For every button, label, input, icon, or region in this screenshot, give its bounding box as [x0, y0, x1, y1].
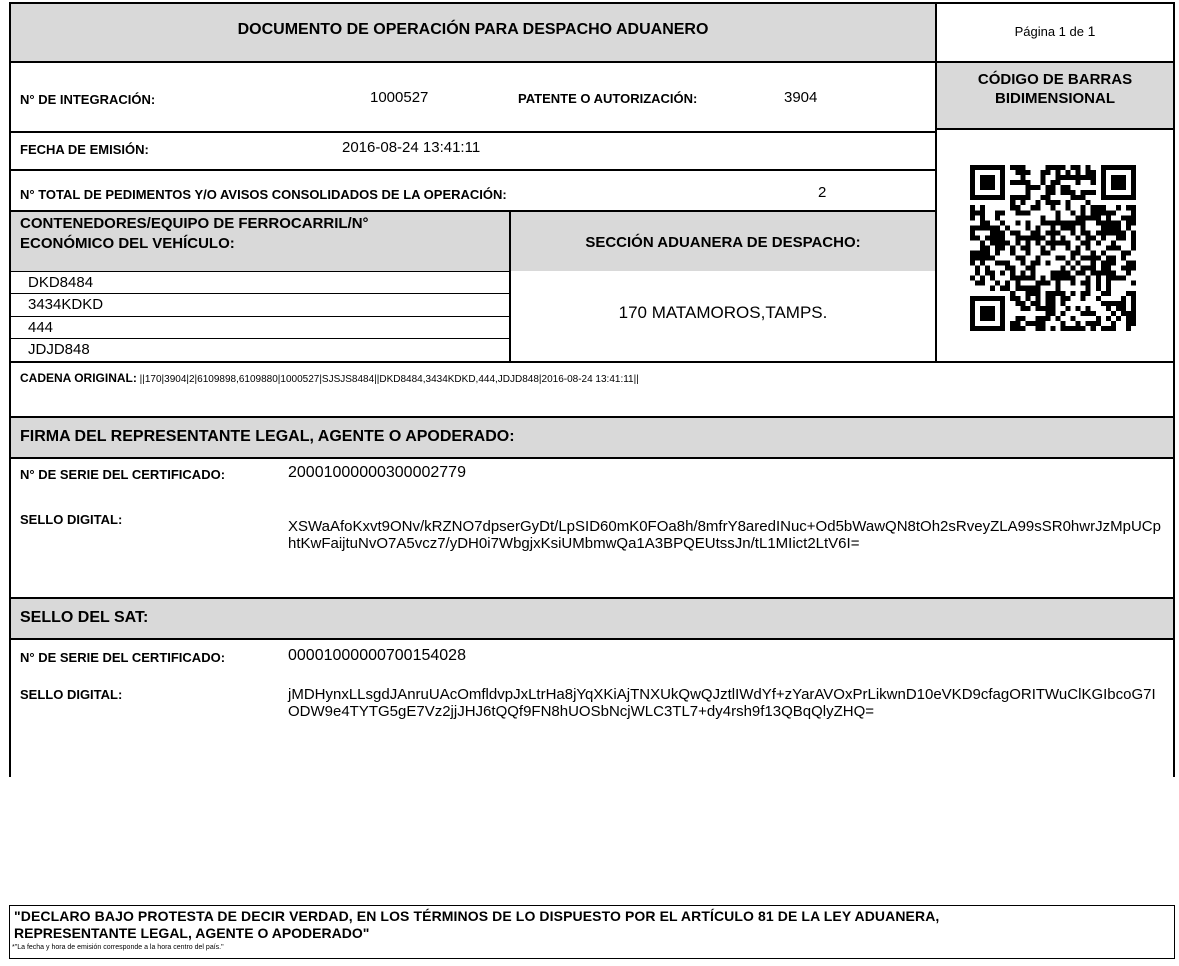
integration-label: N° DE INTEGRACIÓN: [20, 92, 156, 107]
cadena-original [20, 371, 639, 385]
sat-header-band [10, 598, 1174, 639]
divider-h1 [9, 61, 1175, 63]
cadena-value: ||170|3904|2|6109898,6109880|1000527|SJSJS8484||DKD8484,3434KDKD,444,JDJD848|2016-08-24 13:41:11|| [139, 374, 639, 385]
qr-code [970, 165, 1136, 331]
declaration-line2: REPRESENTANTE LEGAL, AGENTE O APODERADO" [14, 925, 370, 941]
page-label: Página 1 de [1014, 24, 1084, 39]
document-title: DOCUMENTO DE OPERACIÓN PARA DESPACHO ADUANERO [237, 21, 709, 38]
sat-sello-label: SELLO DIGITAL: [20, 687, 123, 702]
firma-sello-value: XSWaAfoKxvt9ONv/kRZNO7dpserGyDt/LpSID60mK0FOa8h/8mfrY8aredINuc+Od5bWawQN8tOh2sRveyZLA99sSR0hwrJzMpUCphtKwFaijtuNvO7A5vcz7/yDH0i7WbgjxKsiUMbmwQa1A3BPQEUtssJn/tL1MIict2LtV6I= [288, 518, 1161, 552]
container-item: 444 [28, 319, 54, 336]
divider-h4 [9, 210, 936, 212]
container-row-line-2 [9, 316, 510, 317]
patente-label: PATENTE O AUTORIZACIÓN: [518, 91, 698, 106]
page-total: 1 [1087, 23, 1096, 39]
divider-h9 [9, 597, 1175, 599]
declaration-line1: "DECLARO BAJO PROTESTA DE DECIR VERDAD, EN LOS TÉRMINOS DE LO DISPUESTO POR EL ARTÍCULO 81 DE LA LEY ADUANERA, [14, 908, 940, 924]
barcode-title-line2: BIDIMENSIONAL [995, 90, 1115, 107]
barcode-title-line1: CÓDIGO DE BARRAS [977, 71, 1133, 88]
container-item: DKD8484 [28, 274, 94, 291]
cadena-label: CADENA ORIGINAL: [20, 371, 137, 385]
fecha-label: FECHA DE EMISIÓN: [20, 142, 149, 157]
divider-h6 [9, 361, 1175, 363]
container-item: JDJD848 [28, 341, 90, 358]
container-row-line-3 [9, 338, 510, 339]
sat-serie-label: N° DE SERIE DEL CERTIFICADO: [20, 650, 226, 665]
divider-h2b [936, 128, 1175, 130]
sat-sello-value: jMDHynxLLsgdJAnruUAcOmfldvpJxLtrHa8jYqXKiAjTNXUkQwQJztlIWdYf+zYarAVOxPrLikwnD10eVKD9cfagORITWuClKGIbcoG7IODW9e4TYTG5gE7Vz2jjJHJ6tQQf9FN8hUOSbNcjWLC3TL7+dy4rsh9f13QBqQlyZHQ= [288, 686, 1156, 720]
firma-serie-label: N° DE SERIE DEL CERTIFICADO: [20, 467, 226, 482]
total-label: N° TOTAL DE PEDIMENTOS Y/O AVISOS CONSOLIDADOS DE LA OPERACIÓN: [20, 187, 507, 202]
container-item: 3434KDKD [28, 296, 104, 313]
divider-h5 [9, 271, 510, 272]
sat-serie-value: 00001000000700154028 [288, 647, 466, 664]
patente-value: 3904 [784, 89, 818, 106]
firma-serie-value: 20001000000300002779 [288, 464, 466, 481]
seccion-header: SECCIÓN ADUANERA DE DESPACHO: [585, 234, 861, 251]
border-left [9, 2, 11, 777]
containers-header-line1: CONTENEDORES/EQUIPO DE FERROCARRIL/N° [20, 215, 369, 232]
divider-h2 [9, 131, 936, 133]
sat-header: SELLO DEL SAT: [20, 609, 149, 626]
divider-h8 [9, 457, 1175, 459]
fecha-value: 2016-08-24 13:41:11 [342, 139, 481, 156]
border-right [1173, 2, 1175, 777]
container-row-line-1 [9, 293, 510, 294]
divider-h3 [9, 169, 936, 171]
firma-sello-label: SELLO DIGITAL: [20, 512, 123, 527]
border-top [9, 2, 1175, 4]
declaration-note: *"La fecha y hora de emisión corresponde a la hora centro del país." [12, 944, 224, 951]
firma-header: FIRMA DEL REPRESENTANTE LEGAL, AGENTE O APODERADO: [20, 428, 515, 445]
total-value: 2 [818, 184, 827, 201]
page-indicator [936, 23, 1174, 39]
divider-h10 [9, 638, 1175, 640]
containers-header-line2: ECONÓMICO DEL VEHÍCULO: [20, 235, 235, 252]
integration-value: 1000527 [370, 89, 429, 106]
divider-h7 [9, 416, 1175, 418]
seccion-value: 170 MATAMOROS,TAMPS. [618, 303, 828, 322]
